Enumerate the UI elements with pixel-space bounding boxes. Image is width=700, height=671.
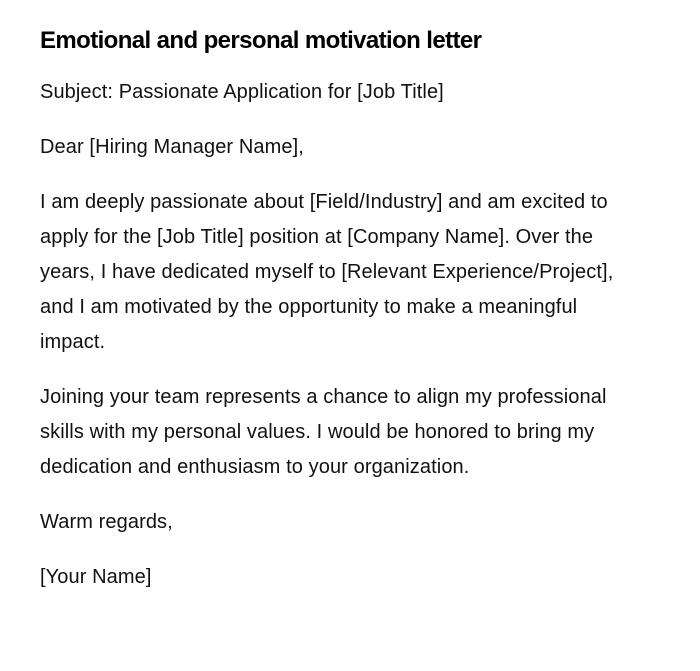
letter-document	[40, 24, 640, 615]
letter-paragraph-1: I am deeply passionate about [Field/Industry] and am excited to apply for the [Job Title] position at [Company Name]. Over the years, I have dedicated myself to [Relevant Experience/Project], and I am motivated by the opportunity to make a meaningful impact.	[40, 191, 614, 353]
letter-subject: Subject: Passionate Application for [Job Title]	[40, 81, 444, 103]
letter-title: Emotional and personal motivation letter	[40, 27, 482, 54]
letter-signature: [Your Name]	[40, 566, 152, 588]
letter-salutation: Dear [Hiring Manager Name],	[40, 136, 304, 158]
letter-paragraph-2: Joining your team represents a chance to align my professional skills with my personal values. I would be honored to bring my dedication and enthusiasm to your organization.	[40, 386, 607, 478]
letter-closing: Warm regards,	[40, 511, 173, 533]
